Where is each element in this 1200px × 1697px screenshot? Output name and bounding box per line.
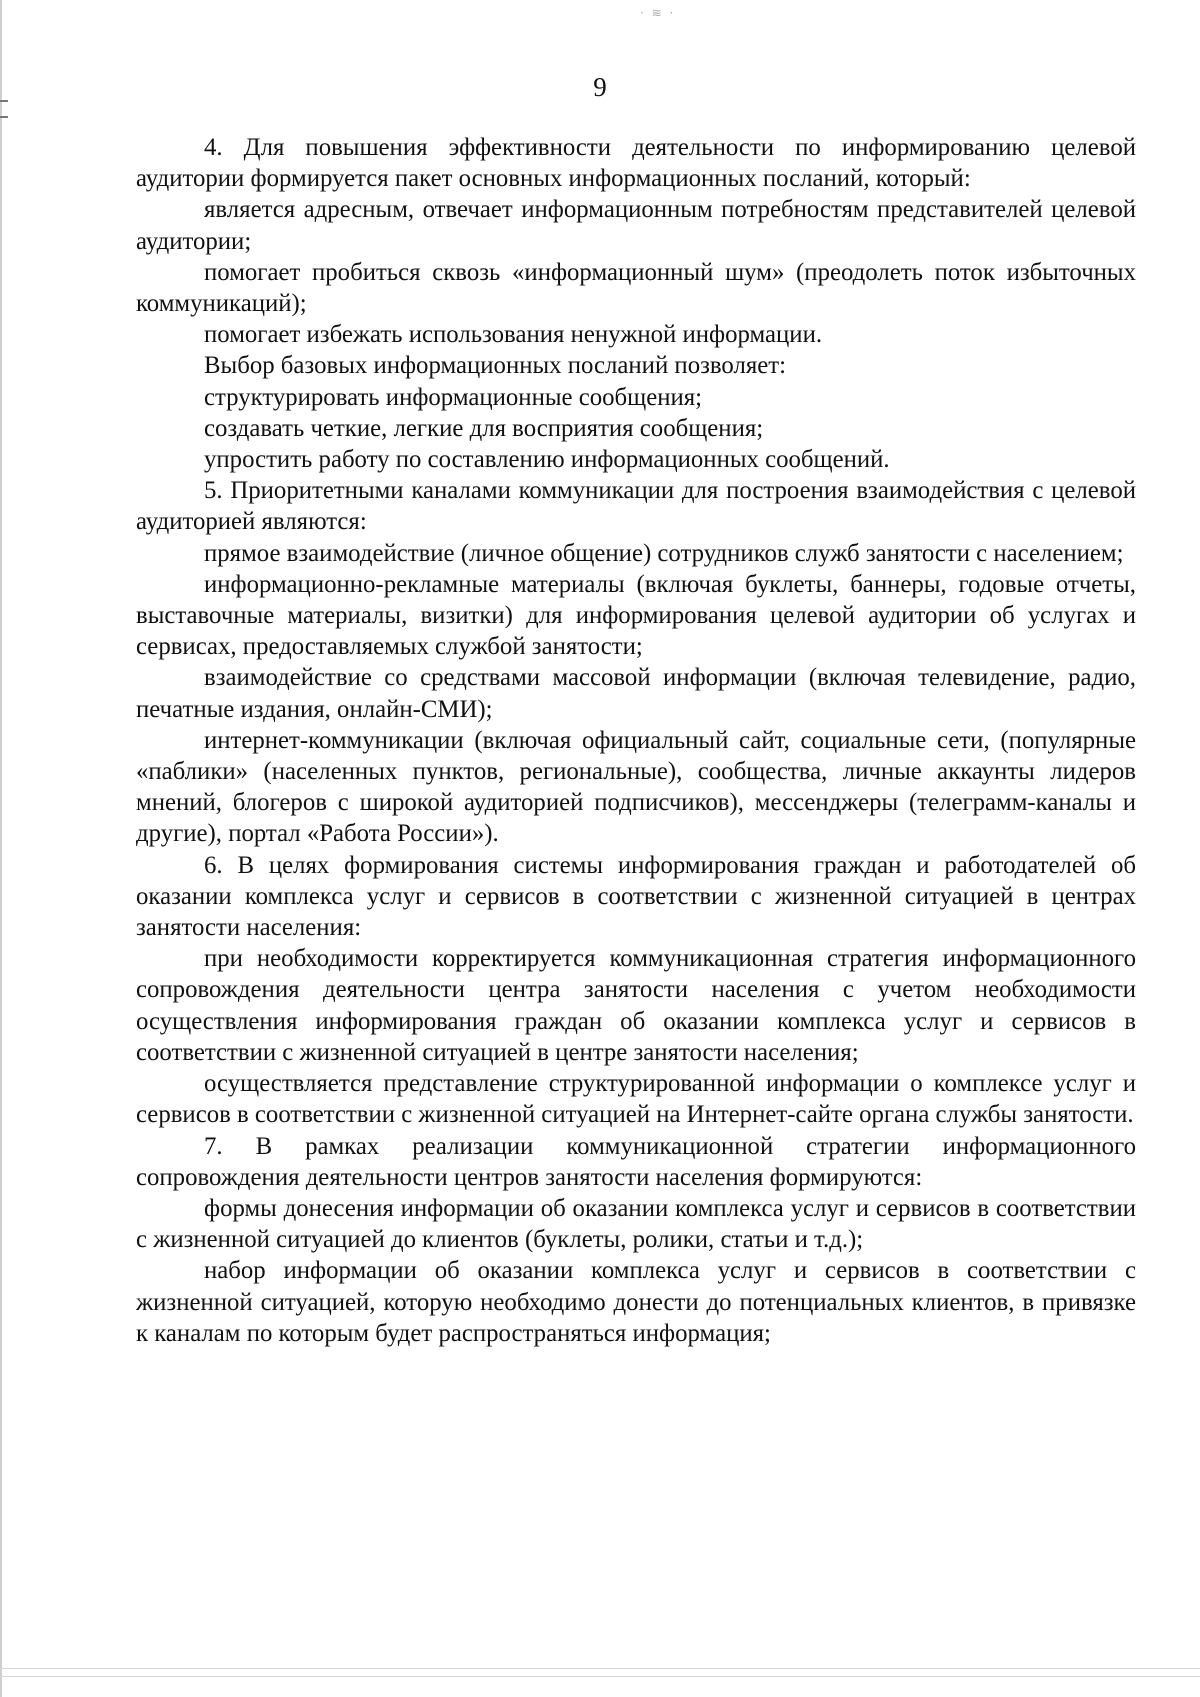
paragraph: 7. В рамках реализации коммуникационной стратегии информационного сопровождения деятельности центров занятости населения формируются: xyxy=(136,1132,1136,1191)
paragraph: структурировать информационные сообщения; xyxy=(204,383,703,411)
scan-bottom-edge xyxy=(0,1668,1200,1669)
paragraph: интернет-коммуникации (включая официальный сайт, социальные сети, (популярные «паблики» (населенных пунктов, региональные), сообщества, личные аккаунты лидеров мнений, блогеров с широкой аудиторией подписчиков), мессенджеры (телеграмм-каналы и другие), портал «Работа России»). xyxy=(136,726,1136,848)
paragraph: Выбор базовых информационных посланий позволяет: xyxy=(204,352,787,380)
paragraph: 5. Приоритетными каналами коммуникации для построения взаимодействия с целевой аудиторией являются: xyxy=(136,477,1136,536)
scan-edge-tick xyxy=(0,116,8,118)
scan-bottom-edge xyxy=(0,1676,1200,1677)
paragraph: помогает избежать использования ненужной информации. xyxy=(204,321,823,349)
paragraph: осуществляется представление структурированной информации о комплексе услуг и сервисов в соответствии с жизненной ситуацией на Интернет-сайте органа службы занятости. xyxy=(136,1070,1136,1129)
document-body xyxy=(136,132,1136,1349)
page-number: 9 xyxy=(593,72,607,102)
paragraph: взаимодействие со средствами массовой информации (включая телевидение, радио, печатные издания, онлайн-СМИ); xyxy=(136,664,1136,723)
paragraph: создавать четкие, легкие для восприятия сообщения; xyxy=(204,414,764,442)
paragraph: упростить работу по составлению информационных сообщений. xyxy=(204,446,890,474)
paragraph: помогает пробиться сквозь «информационный шум» (преодолеть поток избыточных коммуникаций); xyxy=(136,258,1136,318)
paragraph: 6. В целях формирования системы информирования граждан и работодателей об оказании комплекса услуг и сервисов в соответствии с жизненной ситуацией в центрах занятости населения: xyxy=(136,851,1136,942)
scan-mark: · ≋ · xyxy=(640,6,676,20)
paragraph: 4. Для повышения эффективности деятельности по информированию целевой аудитории формируется пакет основных информационных посланий, который: xyxy=(136,134,1136,193)
paragraph: информационно-рекламные материалы (включая буклеты, баннеры, годовые отчеты, выставочные материалы, визитки) для информирования целевой аудитории об услугах и сервисах, предоставляемых службой занятости; xyxy=(136,570,1136,661)
paragraph: набор информации об оказании комплекса услуг и сервисов в соответствии с жизненной ситуацией, которую необходимо донести до потенциальных клиентов, в привязке к каналам по которым будет распространяться информация; xyxy=(136,1257,1136,1347)
paragraph: является адресным, отвечает информационным потребностям представителей целевой аудитории; xyxy=(136,196,1136,255)
paragraph: при необходимости корректируется коммуникационная стратегия информационного сопровождения деятельности центра занятости населения с учетом необходимости осуществления информирования граждан об оказании комплекса услуг и сервисов в соответствии с жизненной ситуацией в центре занятости населения; xyxy=(136,945,1136,1066)
paragraph: формы донесения информации об оказании комплекса услуг и сервисов в соответствии с жизненной ситуацией до клиентов (буклеты, ролики, статьи и т.д.); xyxy=(136,1194,1136,1254)
scan-left-edge xyxy=(0,0,2,1697)
paragraph: прямое взаимодействие (личное общение) сотрудников служб занятости с населением; xyxy=(204,539,1124,567)
